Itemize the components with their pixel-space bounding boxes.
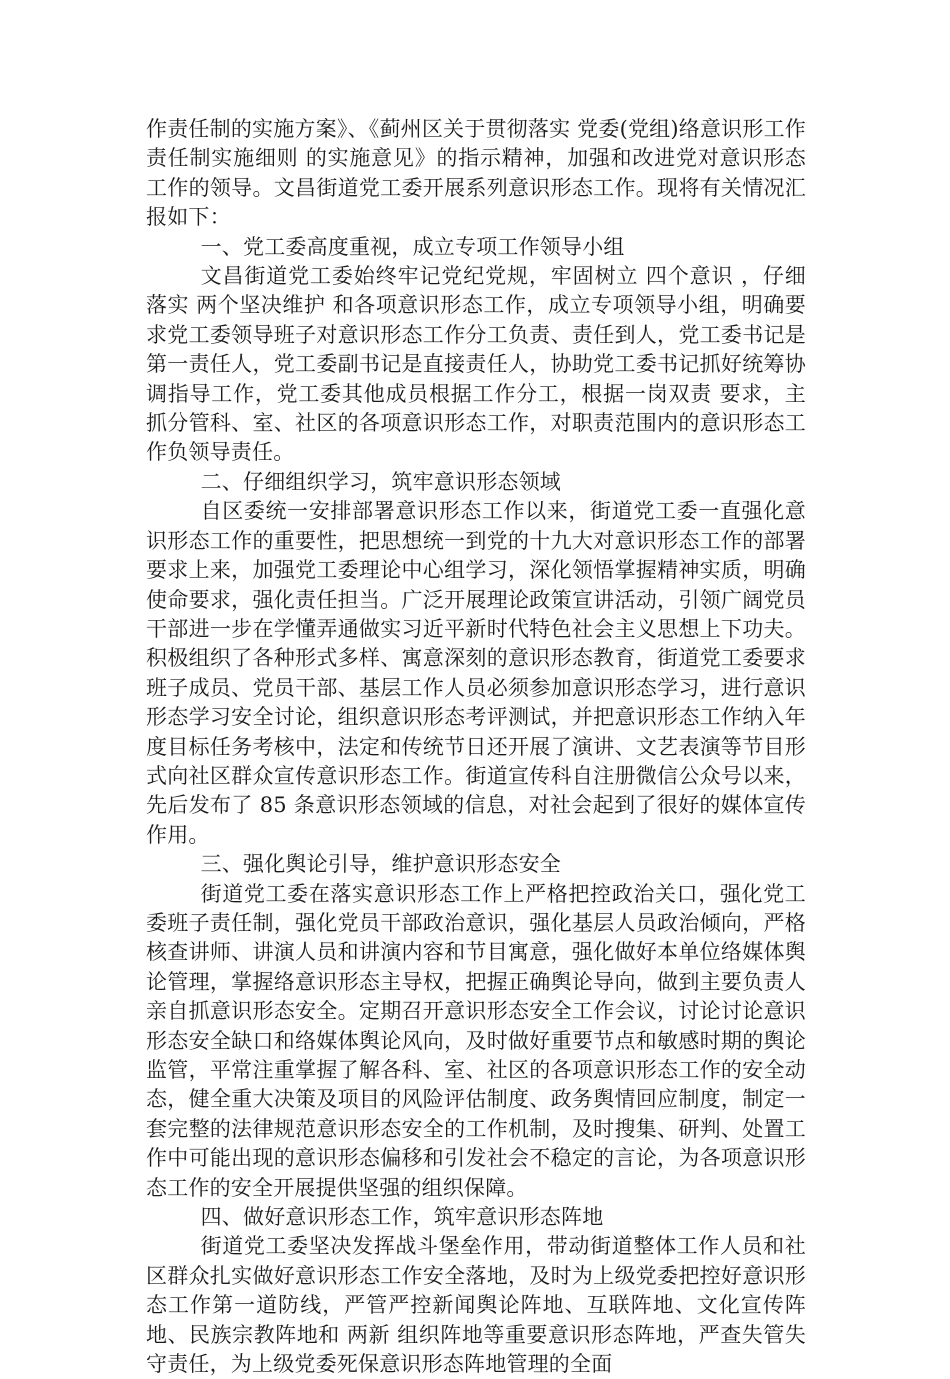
section-heading-4: 四、做好意识形态工作，筑牢意识形态阵地 — [200, 1205, 604, 1230]
document-body — [146, 115, 806, 1379]
intro-paragraph: 作责任制的实施方案》、《蓟州区关于贯彻落实 党委(党组)络意识形工作责任制实施细则 的实施意见》的指示精神，加强和改进党对意识形态工作的领导。文昌街道党工委开展系列意识形态工作。现将有关情况汇报如下： — [146, 117, 806, 230]
section-heading-3: 三、强化舆论引导，维护意识形态安全 — [200, 852, 561, 877]
section-paragraph-3: 街道党工委在落实意识形态工作上严格把控政治关口，强化党工委班子责任制，强化党员干部政治意识，强化基层人员政治倾向，严格核查讲师、讲演人员和讲演内容和节目寓意，强化做好本单位络媒体舆论管理，掌握络意识形态主导权，把握正确舆论导向，做到主要负责人亲自抓意识形态安全。定期召开意识形态安全工作会议，讨论讨论意识形态安全缺口和络媒体舆论风向，及时做好重要节点和敏感时期的舆论监管，平常注重掌握了解各科、室、社区的各项意识形态工作的安全动态，健全重大决策及项目的风险评估制度、政务舆情回应制度，制定一套完整的法律规范意识形态安全的工作机制，及时搜集、研判、处置工作中可能出现的意识形态偏移和引发社会不稳定的言论，为各项意识形态工作的安全开展提供坚强的组织保障。 — [146, 881, 806, 1200]
section-heading-2: 二、仔细组织学习，筑牢意识形态领域 — [200, 469, 561, 494]
section-paragraph-4: 街道党工委坚决发挥战斗堡垒作用，带动街道整体工作人员和社区群众扎实做好意识形态工作安全落地，及时为上级党委把控好意识形态工作第一道防线，严管严控新闻舆论阵地、互联阵地、文化宣传阵地、民族宗教阵地和 两新 组织阵地等重要意识形态阵地，严查失管失守责任，为上级党委死保意识形态阵地管理的全面 — [146, 1234, 806, 1377]
section-heading-1: 一、党工委高度重视，成立专项工作领导小组 — [200, 234, 625, 259]
section-paragraph-1: 文昌街道党工委始终牢记党纪党规，牢固树立 四个意识 ，仔细落实 两个坚决维护 和各项意识形态工作，成立专项领导小组，明确要求党工委领导班子对意识形态工作分工负责、责任到人，党工委书记是第一责任人，党工委副书记是直接责任人，协助党工委书记抓好统筹协调指导工作，党工委其他成员根据工作分工，根据一岗双责 要求，主抓分管科、室、社区的各项意识形态工作，对职责范围内的意识形态工作负领导责任。 — [146, 264, 806, 465]
section-paragraph-2: 自区委统一安排部署意识形态工作以来，街道党工委一直强化意识形态工作的重要性，把思想统一到党的十九大对意识形态工作的部署要求上来，加强党工委理论中心组学习，深化领悟掌握精神实质，明确使命要求，强化责任担当。广泛开展理论政策宣讲活动，引领广阔党员干部进一步在学懂弄通做实习近平新时代特色社会主义思想上下功夫。积极组织了各种形式多样、寓意深刻的意识形态教育，街道党工委要求班子成员、党员干部、基层工作人员必须参加意识形态学习，进行意识形态学习安全讨论，组织意识形态考评测试，并把意识形态工作纳入年度目标任务考核中，法定和传统节日还开展了演讲、文艺表演等节目形式向社区群众宣传意识形态工作。街道宣传科自注册微信公众号以来，先后发布了 85 条意识形态领域的信息，对社会起到了很好的媒体宣传作用。 — [146, 499, 806, 847]
